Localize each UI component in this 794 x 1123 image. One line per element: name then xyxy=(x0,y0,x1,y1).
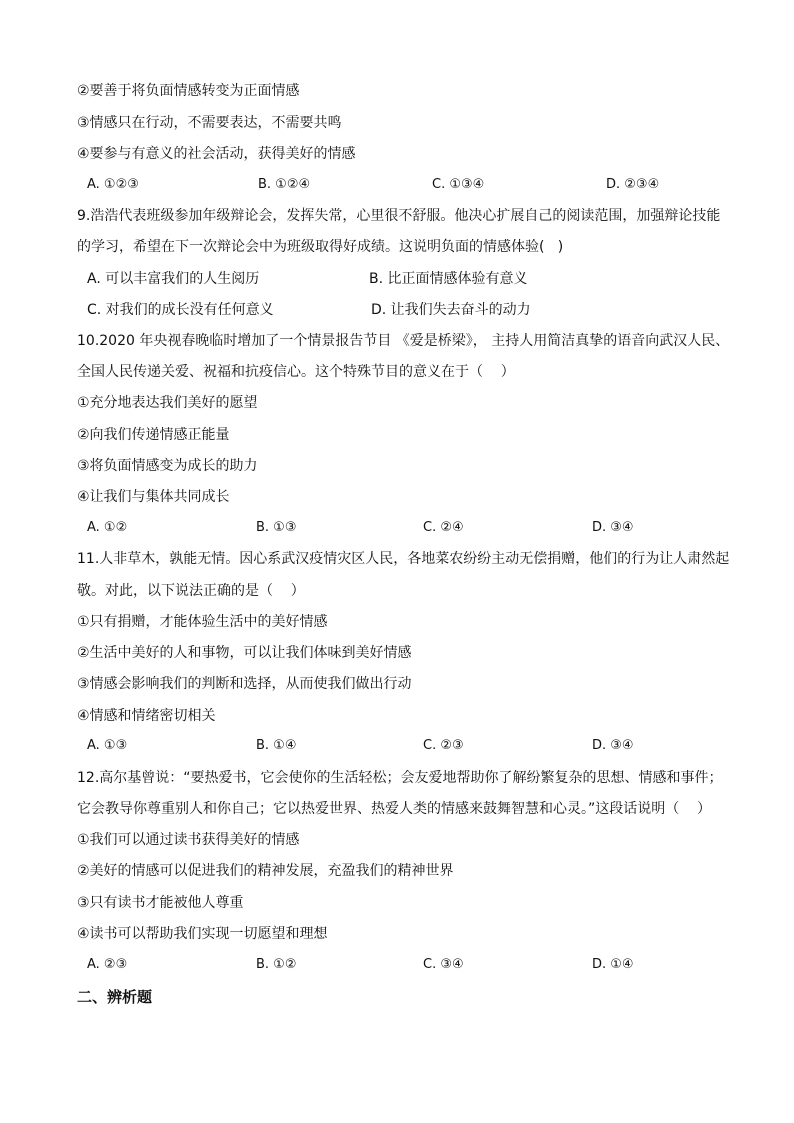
q9-options-row-2 xyxy=(87,300,647,320)
q10-stem-line-1: 10.2020 年央视春晚临时增加了一个情景报告节目 《爱是桥梁》， 主持人用简洁真挚的语音向武汉人民、 xyxy=(77,333,730,349)
q8-options xyxy=(87,175,727,195)
q12-statement-4: ④读书可以帮助我们实现一切愿望和理想 xyxy=(77,926,328,942)
q8-option-a[interactable]: A. ①②③ xyxy=(87,177,139,192)
q10-option-c[interactable]: C. ②④ xyxy=(423,520,464,535)
q11-statement-1: ①只有捐赠，才能体验生活中的美好情感 xyxy=(77,614,328,630)
q12-statement-1: ①我们可以通过读书获得美好的情感 xyxy=(77,832,300,848)
q11-statement-2: ②生活中美好的人和事物，可以让我们体味到美好情感 xyxy=(77,645,412,661)
q9-stem-line-2: 的学习，希望在下一次辩论会中为班级取得好成绩。这说明负面的情感体验( ) xyxy=(77,239,564,255)
q10-statement-2: ②向我们传递情感正能量 xyxy=(77,427,230,443)
q12-option-c[interactable]: C. ③④ xyxy=(423,957,464,972)
q8-option-d[interactable]: D. ②③④ xyxy=(606,177,660,192)
q11-statement-3: ③情感会影响我们的判断和选择，从而使我们做出行动 xyxy=(77,676,412,692)
section-heading-discrimination: 二、辨析题 xyxy=(77,988,153,1006)
q9-option-b[interactable]: B. 比正面情感体验有意义 xyxy=(369,271,528,287)
q9-option-c[interactable]: C. 对我们的成长没有任何意义 xyxy=(87,302,274,318)
q11-option-d[interactable]: D. ③④ xyxy=(592,738,634,753)
q12-option-d[interactable]: D. ①④ xyxy=(592,957,634,972)
q12-options xyxy=(87,955,727,975)
q9-option-a[interactable]: A. 可以丰富我们的人生阅历 xyxy=(87,271,260,287)
q9-stem-line-1: 9.浩浩代表班级参加年级辩论会，发挥失常，心里很不舒服。他决心扩展自己的阅读范围，加强辩论技能 xyxy=(77,208,721,224)
q11-option-a[interactable]: A. ①③ xyxy=(87,738,128,753)
q11-stem-line-1: 11.人非草木，孰能无情。因心系武汉疫情灾区人民，各地菜农纷纷主动无偿捐赠，他们的行为让人肃然起 xyxy=(77,551,730,567)
q9-option-d[interactable]: D. 让我们失去奋斗的动力 xyxy=(371,302,531,318)
q10-statement-3: ③将负面情感变为成长的助力 xyxy=(77,458,258,474)
q11-statement-4: ④情感和情绪密切相关 xyxy=(77,708,216,724)
q8-statement-2: ②要善于将负面情感转变为正面情感 xyxy=(77,83,300,99)
q10-option-a[interactable]: A. ①② xyxy=(87,520,128,535)
q10-statement-4: ④让我们与集体共同成长 xyxy=(77,489,230,505)
q10-stem-line-2: 全国人民传递关爱、祝福和抗疫信心。这个特殊节目的意义在于（ ） xyxy=(77,364,515,380)
q8-option-b[interactable]: B. ①②④ xyxy=(258,177,311,192)
q8-option-c[interactable]: C. ①③④ xyxy=(432,177,485,192)
q12-option-a[interactable]: A. ②③ xyxy=(87,957,128,972)
q8-statement-3: ③情感只在行动，不需要表达，不需要共鸣 xyxy=(77,115,342,131)
q8-statement-4: ④要参与有意义的社会活动，获得美好的情感 xyxy=(77,146,356,162)
q11-stem-line-2: 敬。对此，以下说法正确的是（ ） xyxy=(77,583,305,599)
q10-statement-1: ①充分地表达我们美好的愿望 xyxy=(77,395,258,411)
q12-statement-2: ②美好的情感可以促进我们的精神发展，充盈我们的精神世界 xyxy=(77,863,454,879)
q11-option-c[interactable]: C. ②③ xyxy=(423,738,464,753)
q10-options xyxy=(87,518,727,538)
q11-options xyxy=(87,736,727,756)
q10-option-b[interactable]: B. ①③ xyxy=(256,520,297,535)
q12-statement-3: ③只有读书才能被他人尊重 xyxy=(77,895,244,911)
q12-stem-line-1: 12.高尔基曾说：“要热爱书，它会使你的生活轻松；会友爱地帮助你了解纷繁复杂的思想、情感和事件； xyxy=(77,770,723,786)
q9-options-row-1 xyxy=(87,269,647,289)
q11-option-b[interactable]: B. ①④ xyxy=(256,738,297,753)
q10-option-d[interactable]: D. ③④ xyxy=(592,520,634,535)
q12-stem-line-2: 它会教导你尊重别人和你自己；它以热爱世界、热爱人类的情感来鼓舞智慧和心灵。”这段话说明（ ） xyxy=(77,801,712,817)
q12-option-b[interactable]: B. ①② xyxy=(256,957,297,972)
